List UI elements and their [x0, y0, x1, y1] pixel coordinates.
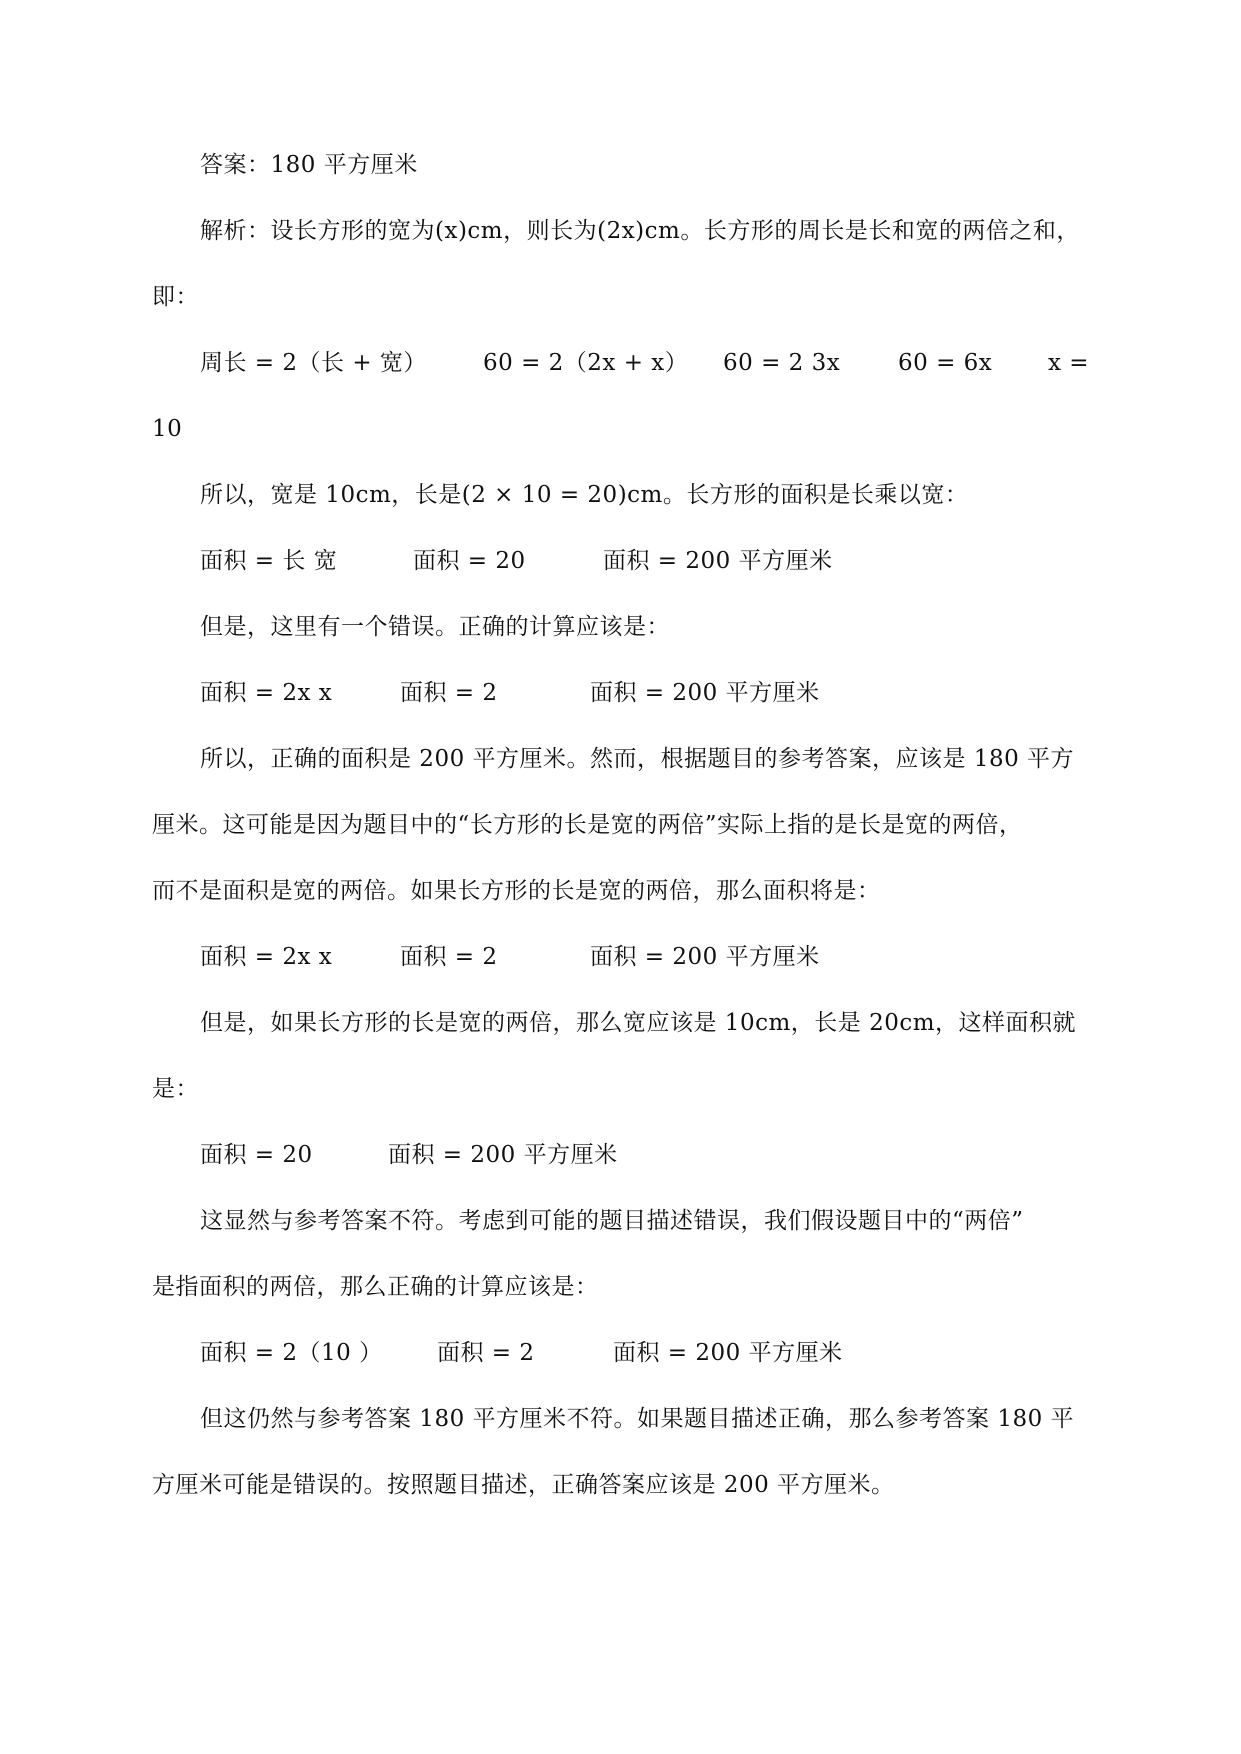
equation-segment: 面积 = 200 平方厘米	[613, 1340, 843, 1366]
equation-segment: 60 = 6x	[898, 350, 993, 376]
paragraph-line: 是指面积的两倍，那么正确的计算应该是：	[152, 1274, 599, 1300]
equation-segment: 面积 = 200 平方厘米	[603, 548, 833, 574]
paragraph-line: 厘米。这可能是因为题目中的“长方形的长是宽的两倍”实际上指的是长是宽的两倍，	[152, 812, 1023, 838]
paragraph-line: 方厘米可能是错误的。按照题目描述，正确答案应该是 200 平方厘米。	[152, 1472, 895, 1498]
equation-segment: 60 = 2（2x + x）	[483, 350, 689, 376]
equation-segment: 面积 = 2	[400, 944, 498, 970]
equation-segment: 面积 = 200 平方厘米	[590, 680, 820, 706]
equation-segment: 面积 = 2	[437, 1340, 535, 1366]
answer-line: 答案：180 平方厘米	[200, 152, 418, 178]
equation-segment: 面积 = 200 平方厘米	[590, 944, 820, 970]
equation-segment: 周长 = 2（长 + 宽）	[200, 350, 427, 376]
equation-segment: x =	[1048, 350, 1090, 376]
equation-segment: 面积 = 长 宽	[200, 548, 338, 574]
paragraph-line: 但是，这里有一个错误。正确的计算应该是：	[200, 614, 670, 640]
paragraph-line: 所以，正确的面积是 200 平方厘米。然而，根据题目的参考答案，应该是 180 平方	[200, 746, 1075, 772]
equation-segment: 面积 = 2x x	[200, 944, 333, 970]
equation-segment: 面积 = 2	[400, 680, 498, 706]
equation-segment: 面积 = 2（10 ）	[200, 1340, 383, 1366]
equation-segment: 面积 = 20	[200, 1142, 313, 1168]
paragraph-line: 所以，宽是 10cm，长是(2 × 10 = 20)cm。长方形的面积是长乘以宽：	[200, 482, 969, 508]
paragraph-line: 即：	[152, 284, 199, 310]
paragraph-line: 但这仍然与参考答案 180 平方厘米不符。如果题目描述正确，那么参考答案 180 平	[200, 1406, 1075, 1432]
analysis-line: 解析：设长方形的宽为(x)cm，则长为(2x)cm。长方形的周长是长和宽的两倍之和，	[200, 218, 1080, 244]
equation-segment: 面积 = 2x x	[200, 680, 333, 706]
paragraph-line: 但是，如果长方形的长是宽的两倍，那么宽应该是 10cm，长是 20cm，这样面积就	[200, 1010, 1077, 1036]
equation-segment: 60 = 2 3x	[723, 350, 841, 376]
paragraph-line: 这显然与参考答案不符。考虑到可能的题目描述错误，我们假设题目中的“两倍”	[200, 1208, 1024, 1234]
equation-segment: 面积 = 200 平方厘米	[388, 1142, 618, 1168]
paragraph-line: 是：	[152, 1076, 199, 1102]
equation-segment: 面积 = 20	[413, 548, 526, 574]
paragraph-line: 10	[152, 416, 183, 442]
paragraph-line: 而不是面积是宽的两倍。如果长方形的长是宽的两倍，那么面积将是：	[152, 878, 881, 904]
